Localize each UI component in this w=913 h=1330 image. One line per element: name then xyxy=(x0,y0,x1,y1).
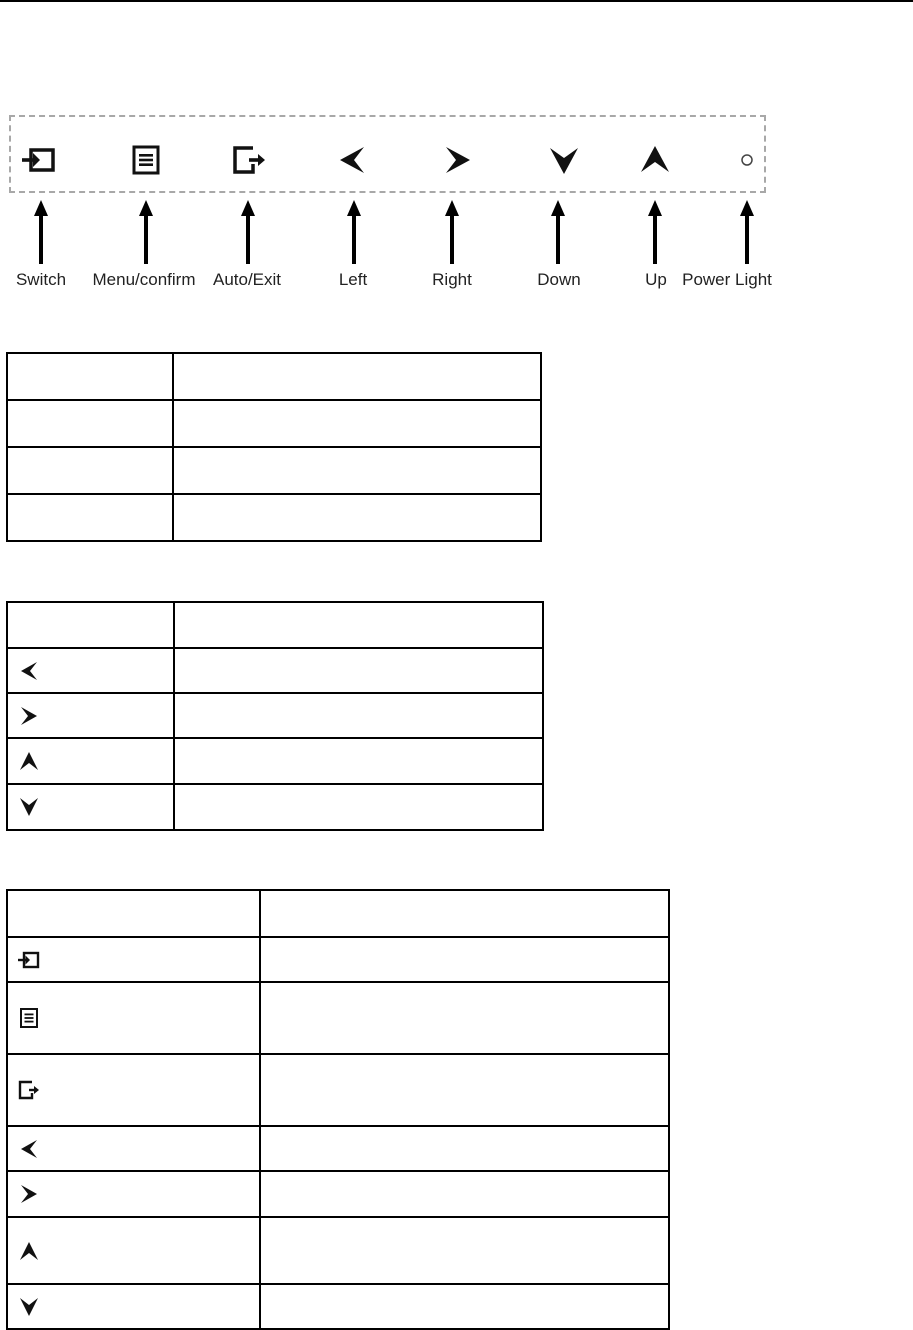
table-cell xyxy=(7,648,174,693)
table-cell xyxy=(260,1171,669,1217)
chevron-up-icon[interactable] xyxy=(637,144,673,176)
chevron-down-icon xyxy=(18,796,40,818)
table-cell xyxy=(174,784,543,830)
table-row xyxy=(7,1284,669,1329)
arrow-pointer xyxy=(645,200,665,264)
menu-confirm-label: Menu/confirm xyxy=(92,270,196,289)
table-cell xyxy=(7,602,174,648)
chevron-up-icon xyxy=(18,750,40,772)
table-row xyxy=(7,784,543,830)
table-cell xyxy=(260,1284,669,1329)
table-cell xyxy=(7,1217,260,1284)
exit-icon[interactable] xyxy=(231,144,267,176)
table-row xyxy=(7,400,541,447)
switch-label: Switch xyxy=(15,270,67,289)
table-cell xyxy=(7,1171,260,1217)
table-row xyxy=(7,890,669,937)
table-cell xyxy=(260,1126,669,1171)
down-label: Down xyxy=(537,270,581,289)
arrow-pointer xyxy=(737,200,757,264)
chevron-right-icon xyxy=(18,705,40,727)
table-cell xyxy=(260,1054,669,1126)
table-row xyxy=(7,494,541,541)
table-row xyxy=(7,937,669,982)
input-switch-icon[interactable] xyxy=(22,144,58,176)
chevron-up-icon xyxy=(18,1240,40,1262)
table-row xyxy=(7,602,543,648)
table-row xyxy=(7,353,541,400)
arrow-pointer xyxy=(31,200,51,264)
chevron-down-icon xyxy=(18,1296,40,1318)
power-light-label: Power Light xyxy=(682,270,772,289)
menu-icon xyxy=(18,1007,40,1029)
chevron-left-icon xyxy=(18,1138,40,1160)
arrow-pointer xyxy=(548,200,568,264)
power-light-icon xyxy=(729,144,765,176)
input-switch-icon xyxy=(18,949,40,971)
table-cell xyxy=(174,648,543,693)
exit-icon xyxy=(18,1079,40,1101)
table-cell xyxy=(260,1217,669,1284)
table-cell xyxy=(7,400,173,447)
chevron-right-icon xyxy=(18,1183,40,1205)
table-cell xyxy=(7,1284,260,1329)
table-row xyxy=(7,1217,669,1284)
top-rule xyxy=(0,0,913,2)
table-cell xyxy=(7,784,174,830)
table-row xyxy=(7,1054,669,1126)
table-1 xyxy=(6,352,542,542)
table-row xyxy=(7,982,669,1054)
table-row xyxy=(7,693,543,738)
right-label: Right xyxy=(432,270,472,289)
chevron-down-icon[interactable] xyxy=(546,144,582,176)
arrow-pointer xyxy=(442,200,462,264)
table-cell xyxy=(173,494,541,541)
chevron-left-icon xyxy=(18,660,40,682)
auto-exit-label: Auto/Exit xyxy=(212,270,282,289)
table-cell xyxy=(174,602,543,648)
table-cell xyxy=(174,738,543,784)
table-cell xyxy=(260,890,669,937)
table-cell xyxy=(260,982,669,1054)
table-row xyxy=(7,1171,669,1217)
table-cell xyxy=(7,693,174,738)
arrow-pointer xyxy=(238,200,258,264)
arrow-pointer xyxy=(344,200,364,264)
table-3 xyxy=(6,889,670,1330)
up-label: Up xyxy=(645,270,667,289)
arrow-pointer xyxy=(136,200,156,264)
table-cell xyxy=(174,693,543,738)
table-cell xyxy=(173,447,541,494)
left-label: Left xyxy=(338,270,368,289)
table-cell xyxy=(7,937,260,982)
table-cell xyxy=(173,400,541,447)
table-cell xyxy=(7,738,174,784)
menu-icon[interactable] xyxy=(128,144,164,176)
table-2 xyxy=(6,601,544,831)
table-cell xyxy=(260,937,669,982)
table-cell xyxy=(173,353,541,400)
table-row xyxy=(7,447,541,494)
table-row xyxy=(7,648,543,693)
chevron-left-icon[interactable] xyxy=(334,144,370,176)
table-row xyxy=(7,738,543,784)
table-cell xyxy=(7,890,260,937)
table-cell xyxy=(7,494,173,541)
table-cell xyxy=(7,447,173,494)
table-cell xyxy=(7,1126,260,1171)
chevron-right-icon[interactable] xyxy=(440,144,476,176)
table-cell xyxy=(7,982,260,1054)
table-cell xyxy=(7,353,173,400)
table-row xyxy=(7,1126,669,1171)
table-cell xyxy=(7,1054,260,1126)
